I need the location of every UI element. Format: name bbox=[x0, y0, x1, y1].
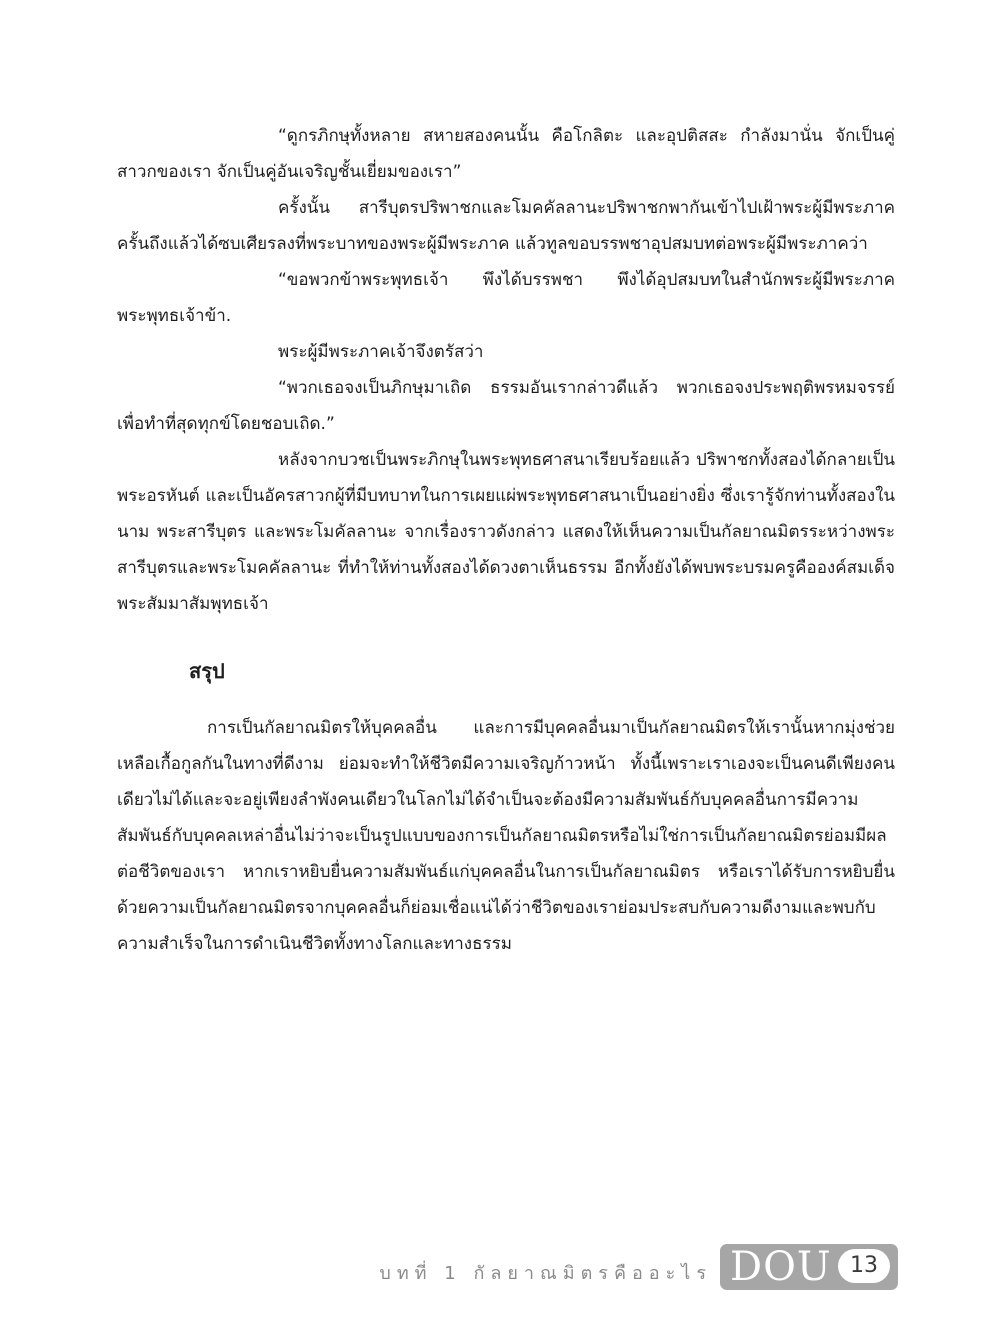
section-heading-summary: สรุป bbox=[189, 659, 225, 683]
paragraph-buddha-reply-intro: พระผู้มีพระภาคเจ้าจึงตรัสว่า bbox=[278, 342, 484, 362]
paragraph-summary: การเป็นกัลยาณมิตรให้บุคคลอื่น และการมีบุคคลอื่นมาเป็นกัลยาณมิตรให้เรานั้นหากมุ่งช่วยเหลือเกื้อกูลกันในทางที่ดีงาม ย่อมจะทำให้ชีวิตมีความเจริญก้าวหน้า ทั้งนี้เพราะเราเองจะเป็นคนดีเพียงคนเดียวไม่ได้และจะอยู่เพียงลำพังคนเดียวในโลกไม่ได้จำเป็นจะต้องมีความสัมพันธ์กับบุคคลอื่นการมีความสัมพันธ์กับบุคคลเหล่าอื่นไม่ว่าจะเป็นรูปแบบของการเป็นกัลยาณมิตรหรือไม่ใช่การเป็นกัลยาณมิตรย่อมมีผลต่อชีวิตของเรา หากเราหยิบยื่นความสัมพันธ์แก่บุคคลอื่นในการเป็นกัลยาณมิตร หรือเราได้รับการหยิบยื่นด้วยความเป็นกัลยาณมิตรจากบุคคลอื่นก็ย่อมเชื่อแน่ได้ว่าชีวิตของเราย่อมประสบกับความดีงามและพบกับความสำเร็จในการดำเนินชีวิตทั้งทางโลกและทางธรรม bbox=[117, 718, 895, 954]
page-number: 13 bbox=[838, 1249, 890, 1283]
paragraph-buddha-speech: “ดูกรภิกษุทั้งหลาย สหายสองคนนั้น คือโกลิตะ และอุปติสสะ กำลังมานั่น จักเป็นคู่สาวกของเรา จักเป็นคู่อันเจริญชั้นเยี่ยมของเรา” bbox=[117, 126, 895, 182]
page-footer bbox=[380, 1242, 900, 1292]
dou-logo-badge bbox=[720, 1244, 898, 1290]
dou-logo-text: DOU bbox=[730, 1244, 832, 1290]
paragraph-ordination-request: “ขอพวกข้าพระพุทธเจ้า พึงได้บรรพชา พึงได้อุปสมบทในสำนักพระผู้มีพระภาคพระพุทธเจ้าข้า. bbox=[117, 270, 895, 326]
paragraph-story-conclusion: หลังจากบวชเป็นพระภิกษุในพระพุทธศาสนาเรียบร้อยแล้ว ปริพาชกทั้งสองได้กลายเป็นพระอรหันต์ และเป็นอัครสาวกผู้ที่มีบทบาทในการเผยแผ่พระพุทธศาสนาเป็นอย่างยิ่ง ซึ่งเรารู้จักท่านทั้งสองในนาม พระสารีบุตร และพระโมคัลลานะ จากเรื่องราวดังกล่าว แสดงให้เห็นความเป็นกัลยาณมิตรระหว่างพระสารีบุตรและพระโมคคัลลานะ ที่ทำให้ท่านทั้งสองได้ดวงตาเห็นธรรม อีกทั้งยังได้พบพระบรมครูคือองค์สมเด็จพระสัมมาสัมพุทธเจ้า bbox=[117, 450, 895, 614]
paragraph-ordination-request-intro: ครั้งนั้น สารีบุตรปริพาชกและโมคคัลลานะปริพาชกพากันเข้าไปเฝ้าพระผู้มีพระภาคครั้นถึงแล้วได้ซบเศียรลงที่พระบาทของพระผู้มีพระภาค แล้วทูลขอบรรพชาอุปสมบทต่อพระผู้มีพระภาคว่า bbox=[117, 198, 895, 254]
page-body bbox=[117, 118, 895, 962]
chapter-title: บทที่ 1 กัลยาณมิตรคืออะไร bbox=[379, 1263, 712, 1284]
paragraph-buddha-reply: “พวกเธอจงเป็นภิกษุมาเถิด ธรรมอันเรากล่าวดีแล้ว พวกเธอจงประพฤติพรหมจรรย์เพื่อทำที่สุดทุกข์โดยชอบเถิด.” bbox=[117, 378, 895, 434]
